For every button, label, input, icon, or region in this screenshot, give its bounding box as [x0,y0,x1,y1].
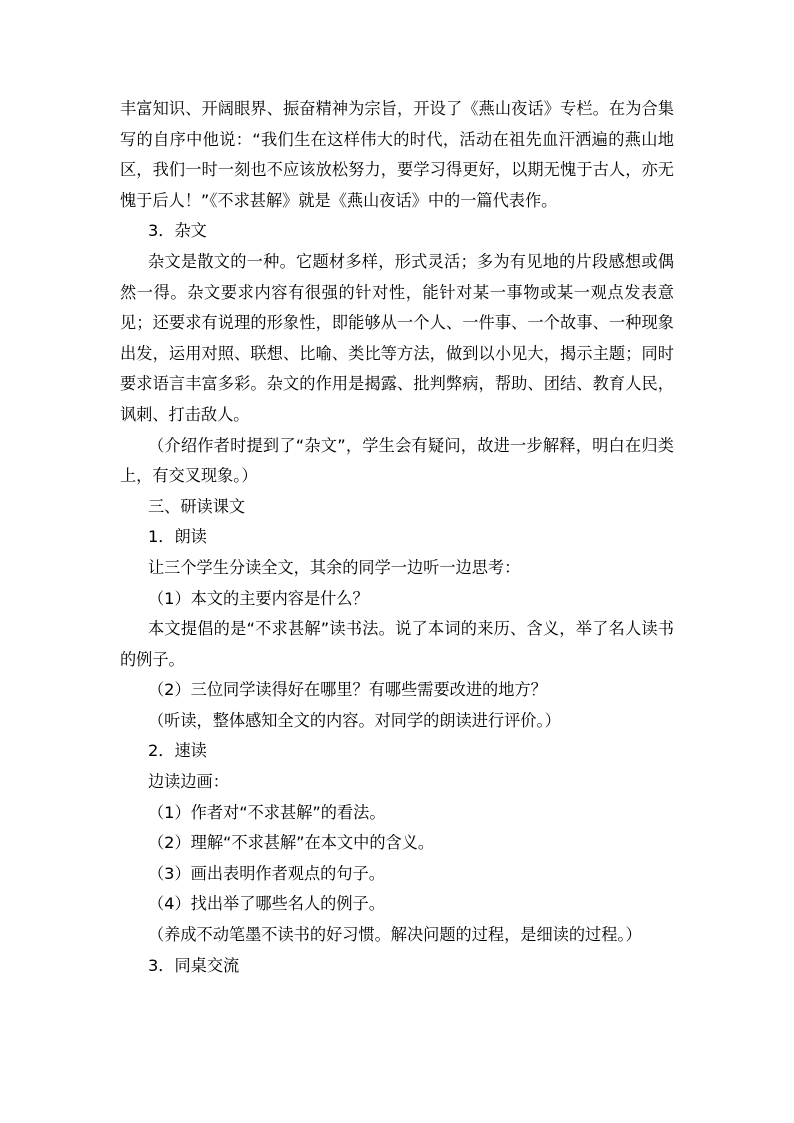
note-reading-habit: （养成不动笔墨不读书的好习惯。解决问题的过程，是细读的过程。） [148,925,642,945]
heading-desk-mate-exchange: 3．同桌交流 [148,955,240,975]
paragraph-zawen-definition: 杂文是散文的一种。它题材多样，形式灵活；多为有见地的片段感想或偶然一得。杂文要求内容有很强的针对性，能针对某一事物或某一观点发表意见；还要求有说理的形象性，即能够从一个人、一件事、一个故事、一种现象出发，运用对照、联想、比喻、类比等方法，做到以小见大，揭示主题；同时要求语言丰富多彩。杂文的作用是揭露、批判弊病，帮助、团结、教育人民，讽刺、打击敌人。 [120,251,674,424]
task-2: （2）理解“不求甚解”在本文中的含义。 [148,833,435,853]
task-4: （4）找出举了哪些名人的例子。 [148,894,385,914]
heading-quick-read: 2．速读 [148,741,207,761]
note-zawen-explanation: （介绍作者时提到了“杂文”，学生会有疑问，故进一步解释，明白在归类上，有交叉现象。） [120,435,674,486]
note-listen-read: （听读，整体感知全文的内容。对同学的朗读进行评价。） [148,710,561,730]
heading-read-aloud: 1．朗读 [148,527,207,547]
question-1: （1）本文的主要内容是什么？ [148,588,369,608]
task-1: （1）作者对“不求甚解”的看法。 [148,802,386,822]
paragraph-read-and-mark: 边读边画： [148,772,229,792]
section-heading-study-text: 三、研读课文 [148,496,246,516]
question-2: （2）三位同学读得好在哪里？有哪些需要改进的地方？ [148,680,547,700]
paragraph-read-instruction: 让三个学生分读全文，其余的同学一边听一边思考： [148,557,521,577]
heading-zawen: 3．杂文 [148,221,207,241]
document-page [120,94,674,981]
paragraph-intro-continued: 丰富知识、开阔眼界、振奋精神为宗旨，开设了《燕山夜话》专栏。在为合集写的自序中他说：“我们生在这样伟大的时代，活动在祖先血汗洒遍的燕山地区，我们一时一刻也不应该放松努力，要学习得更好，以期无愧于古人，亦无愧于后人！”《不求甚解》就是《燕山夜话》中的一篇代表作。 [120,99,674,210]
task-3: （3）画出表明作者观点的句子。 [148,863,385,883]
answer-1: 本文提倡的是“不求甚解”读书法。说了本词的来历、含义，举了名人读书的例子。 [120,619,674,669]
